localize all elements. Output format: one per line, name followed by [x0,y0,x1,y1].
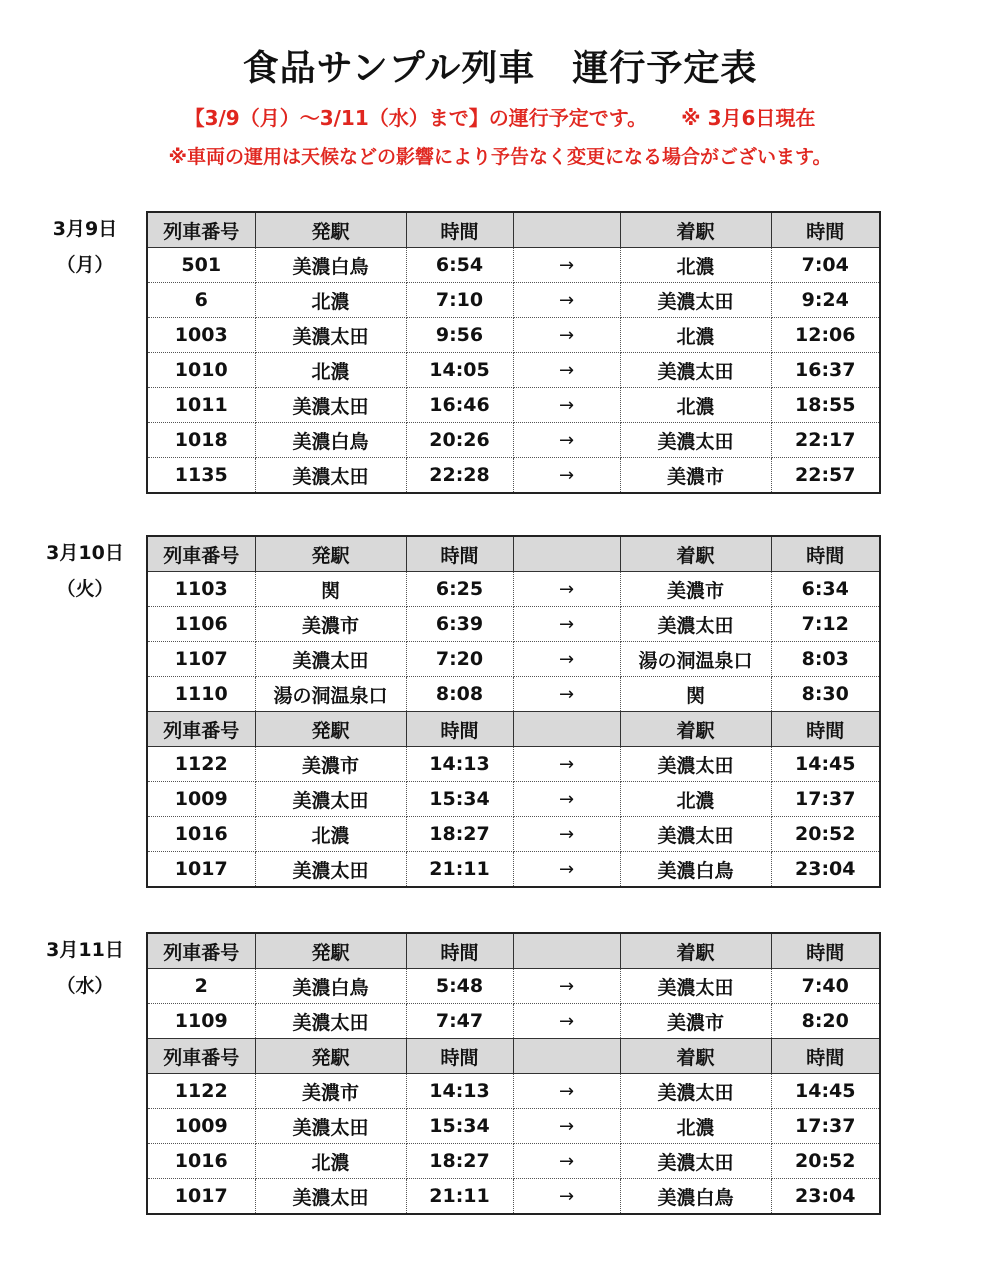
train-number: 1110 [147,677,255,712]
departure-time: 16:46 [406,388,513,423]
train-number: 1103 [147,572,255,607]
table-row [147,388,880,423]
header-arrival-time: 時間 [771,536,880,572]
departure-station: 北濃 [255,283,406,318]
arrival-time: 12:06 [771,318,880,353]
departure-time: 6:39 [406,607,513,642]
departure-station: 美濃太田 [255,852,406,888]
arrival-station: 美濃太田 [620,969,771,1004]
arrival-time: 7:40 [771,969,880,1004]
departure-station: 美濃市 [255,607,406,642]
arrival-time: 23:04 [771,1179,880,1215]
departure-station: 北濃 [255,1144,406,1179]
train-number: 1135 [147,458,255,494]
arrival-station: 美濃太田 [620,607,771,642]
arrow-icon: → [513,677,620,712]
day-weekday: （水） [56,975,114,997]
table-row [147,607,880,642]
departure-time: 6:25 [406,572,513,607]
arrival-station: 美濃白鳥 [620,852,771,888]
arrival-station: 美濃市 [620,572,771,607]
train-number: 1018 [147,423,255,458]
departure-station: 北濃 [255,817,406,852]
departure-station: 美濃太田 [255,1179,406,1215]
arrival-time: 7:04 [771,248,880,283]
arrival-time: 20:52 [771,1144,880,1179]
arrival-time: 6:34 [771,572,880,607]
table-header-row [147,536,880,572]
departure-time: 18:27 [406,1144,513,1179]
train-number: 1107 [147,642,255,677]
header-arrival-station: 着駅 [620,536,771,572]
header-arrow-column [513,712,620,747]
page-title: 食品サンプル列車 運行予定表 [242,48,758,89]
train-number: 6 [147,283,255,318]
departure-station: 関 [255,572,406,607]
table-row [147,852,880,888]
arrival-time: 17:37 [771,782,880,817]
train-number: 2 [147,969,255,1004]
arrival-station: 美濃太田 [620,353,771,388]
table-row [147,642,880,677]
header-train-number: 列車番号 [147,712,255,747]
header-departure-time: 時間 [406,712,513,747]
arrow-icon: → [513,283,620,318]
arrival-station: 美濃市 [620,458,771,494]
train-number: 1010 [147,353,255,388]
header-train-number: 列車番号 [147,212,255,248]
table-header-row [147,1039,880,1074]
arrival-station: 美濃太田 [620,747,771,782]
arrow-icon: → [513,318,620,353]
departure-station: 美濃太田 [255,782,406,817]
header-arrival-station: 着駅 [620,712,771,747]
departure-station: 美濃市 [255,747,406,782]
header-arrival-time: 時間 [771,212,880,248]
train-number: 1106 [147,607,255,642]
arrival-station: 北濃 [620,248,771,283]
departure-time: 14:13 [406,1074,513,1109]
departure-station: 湯の洞温泉口 [255,677,406,712]
train-number: 1017 [147,852,255,888]
arrow-icon: → [513,1179,620,1215]
arrival-time: 20:52 [771,817,880,852]
table-row [147,677,880,712]
departure-time: 6:54 [406,248,513,283]
timetable [146,932,881,1215]
day-weekday: （火） [56,578,114,600]
departure-time: 20:26 [406,423,513,458]
departure-station: 美濃白鳥 [255,248,406,283]
arrow-icon: → [513,817,620,852]
table-header-row [147,212,880,248]
departure-station: 北濃 [255,353,406,388]
arrow-icon: → [513,1004,620,1039]
arrival-time: 9:24 [771,283,880,318]
departure-station: 美濃太田 [255,458,406,494]
departure-station: 美濃太田 [255,318,406,353]
table-row [147,817,880,852]
header-departure-time: 時間 [406,933,513,969]
day-label [38,535,132,607]
timetable [146,535,881,888]
header-departure-time: 時間 [406,1039,513,1074]
table-row [147,1109,880,1144]
arrow-icon: → [513,607,620,642]
arrow-icon: → [513,248,620,283]
arrival-time: 8:20 [771,1004,880,1039]
as-of-date-text: ※ 3月6日現在 [681,106,816,130]
header-arrival-station: 着駅 [620,933,771,969]
departure-time: 21:11 [406,852,513,888]
header-departure-time: 時間 [406,212,513,248]
table-row [147,969,880,1004]
arrival-station: 美濃太田 [620,283,771,318]
arrival-station: 美濃太田 [620,423,771,458]
train-number: 1122 [147,747,255,782]
arrow-icon: → [513,458,620,494]
train-number: 1009 [147,1109,255,1144]
arrival-time: 14:45 [771,1074,880,1109]
arrow-icon: → [513,572,620,607]
train-number: 1016 [147,1144,255,1179]
arrival-station: 関 [620,677,771,712]
header-arrival-time: 時間 [771,712,880,747]
arrival-station: 美濃白鳥 [620,1179,771,1215]
arrival-station: 湯の洞温泉口 [620,642,771,677]
train-number: 1009 [147,782,255,817]
departure-station: 美濃白鳥 [255,423,406,458]
arrival-time: 8:03 [771,642,880,677]
table-row [147,1004,880,1039]
departure-station: 美濃市 [255,1074,406,1109]
header-departure-station: 発駅 [255,536,406,572]
train-number: 1016 [147,817,255,852]
table-row [147,572,880,607]
arrival-station: 美濃太田 [620,817,771,852]
departure-time: 14:05 [406,353,513,388]
departure-time: 9:56 [406,318,513,353]
timetable [146,211,881,494]
header-train-number: 列車番号 [147,536,255,572]
departure-station: 美濃太田 [255,1109,406,1144]
departure-time: 7:10 [406,283,513,318]
table-header-row [147,712,880,747]
header-arrow-column [513,1039,620,1074]
day-date: 3月11日 [46,939,124,961]
departure-time: 7:20 [406,642,513,677]
train-number: 1109 [147,1004,255,1039]
arrow-icon: → [513,969,620,1004]
table-row [147,283,880,318]
arrow-icon: → [513,353,620,388]
header-departure-time: 時間 [406,536,513,572]
header-arrival-time: 時間 [771,1039,880,1074]
header-arrival-station: 着駅 [620,212,771,248]
arrival-station: 北濃 [620,318,771,353]
departure-time: 15:34 [406,1109,513,1144]
table-row [147,353,880,388]
header-departure-station: 発駅 [255,712,406,747]
departure-time: 22:28 [406,458,513,494]
arrow-icon: → [513,642,620,677]
train-number: 501 [147,248,255,283]
table-row [147,1144,880,1179]
change-disclaimer: ※車両の運用は天候などの影響により予告なく変更になる場合がございます。 [168,146,832,168]
header-train-number: 列車番号 [147,933,255,969]
header-arrow-column [513,933,620,969]
arrow-icon: → [513,388,620,423]
table-row [147,747,880,782]
table-row [147,1179,880,1215]
arrow-icon: → [513,1074,620,1109]
arrival-time: 16:37 [771,353,880,388]
arrow-icon: → [513,852,620,888]
table-row [147,248,880,283]
header-departure-station: 発駅 [255,1039,406,1074]
departure-time: 8:08 [406,677,513,712]
table-row [147,318,880,353]
departure-station: 美濃白鳥 [255,969,406,1004]
arrival-time: 7:12 [771,607,880,642]
train-number: 1017 [147,1179,255,1215]
arrival-station: 北濃 [620,782,771,817]
departure-time: 14:13 [406,747,513,782]
header-arrow-column [513,212,620,248]
arrival-time: 14:45 [771,747,880,782]
departure-time: 18:27 [406,817,513,852]
table-row [147,458,880,494]
header-arrow-column [513,536,620,572]
header-arrival-time: 時間 [771,933,880,969]
departure-station: 美濃太田 [255,642,406,677]
arrow-icon: → [513,423,620,458]
table-header-row [147,933,880,969]
day-label [38,211,132,283]
day-date: 3月10日 [46,542,124,564]
arrival-station: 美濃太田 [620,1144,771,1179]
train-number: 1122 [147,1074,255,1109]
train-number: 1003 [147,318,255,353]
header-train-number: 列車番号 [147,1039,255,1074]
arrow-icon: → [513,1144,620,1179]
arrival-time: 18:55 [771,388,880,423]
arrival-station: 北濃 [620,1109,771,1144]
train-number: 1011 [147,388,255,423]
schedule-period-notice [0,102,1000,131]
departure-station: 美濃太田 [255,1004,406,1039]
table-row [147,423,880,458]
header-departure-station: 発駅 [255,212,406,248]
header-arrival-station: 着駅 [620,1039,771,1074]
arrival-time: 8:30 [771,677,880,712]
header-departure-station: 発駅 [255,933,406,969]
arrow-icon: → [513,782,620,817]
table-row [147,782,880,817]
arrow-icon: → [513,1109,620,1144]
arrow-icon: → [513,747,620,782]
departure-station: 美濃太田 [255,388,406,423]
table-row [147,1074,880,1109]
arrival-station: 北濃 [620,388,771,423]
day-weekday: （月） [56,254,114,276]
arrival-station: 美濃市 [620,1004,771,1039]
day-label [38,932,132,1004]
arrival-time: 22:57 [771,458,880,494]
arrival-time: 23:04 [771,852,880,888]
departure-time: 21:11 [406,1179,513,1215]
arrival-station: 美濃太田 [620,1074,771,1109]
arrival-time: 17:37 [771,1109,880,1144]
arrival-time: 22:17 [771,423,880,458]
departure-time: 7:47 [406,1004,513,1039]
departure-time: 15:34 [406,782,513,817]
schedule-period-text: 【3/9（月）～3/11（水）まで】の運行予定です。 [184,106,648,130]
day-date: 3月9日 [52,218,118,240]
departure-time: 5:48 [406,969,513,1004]
